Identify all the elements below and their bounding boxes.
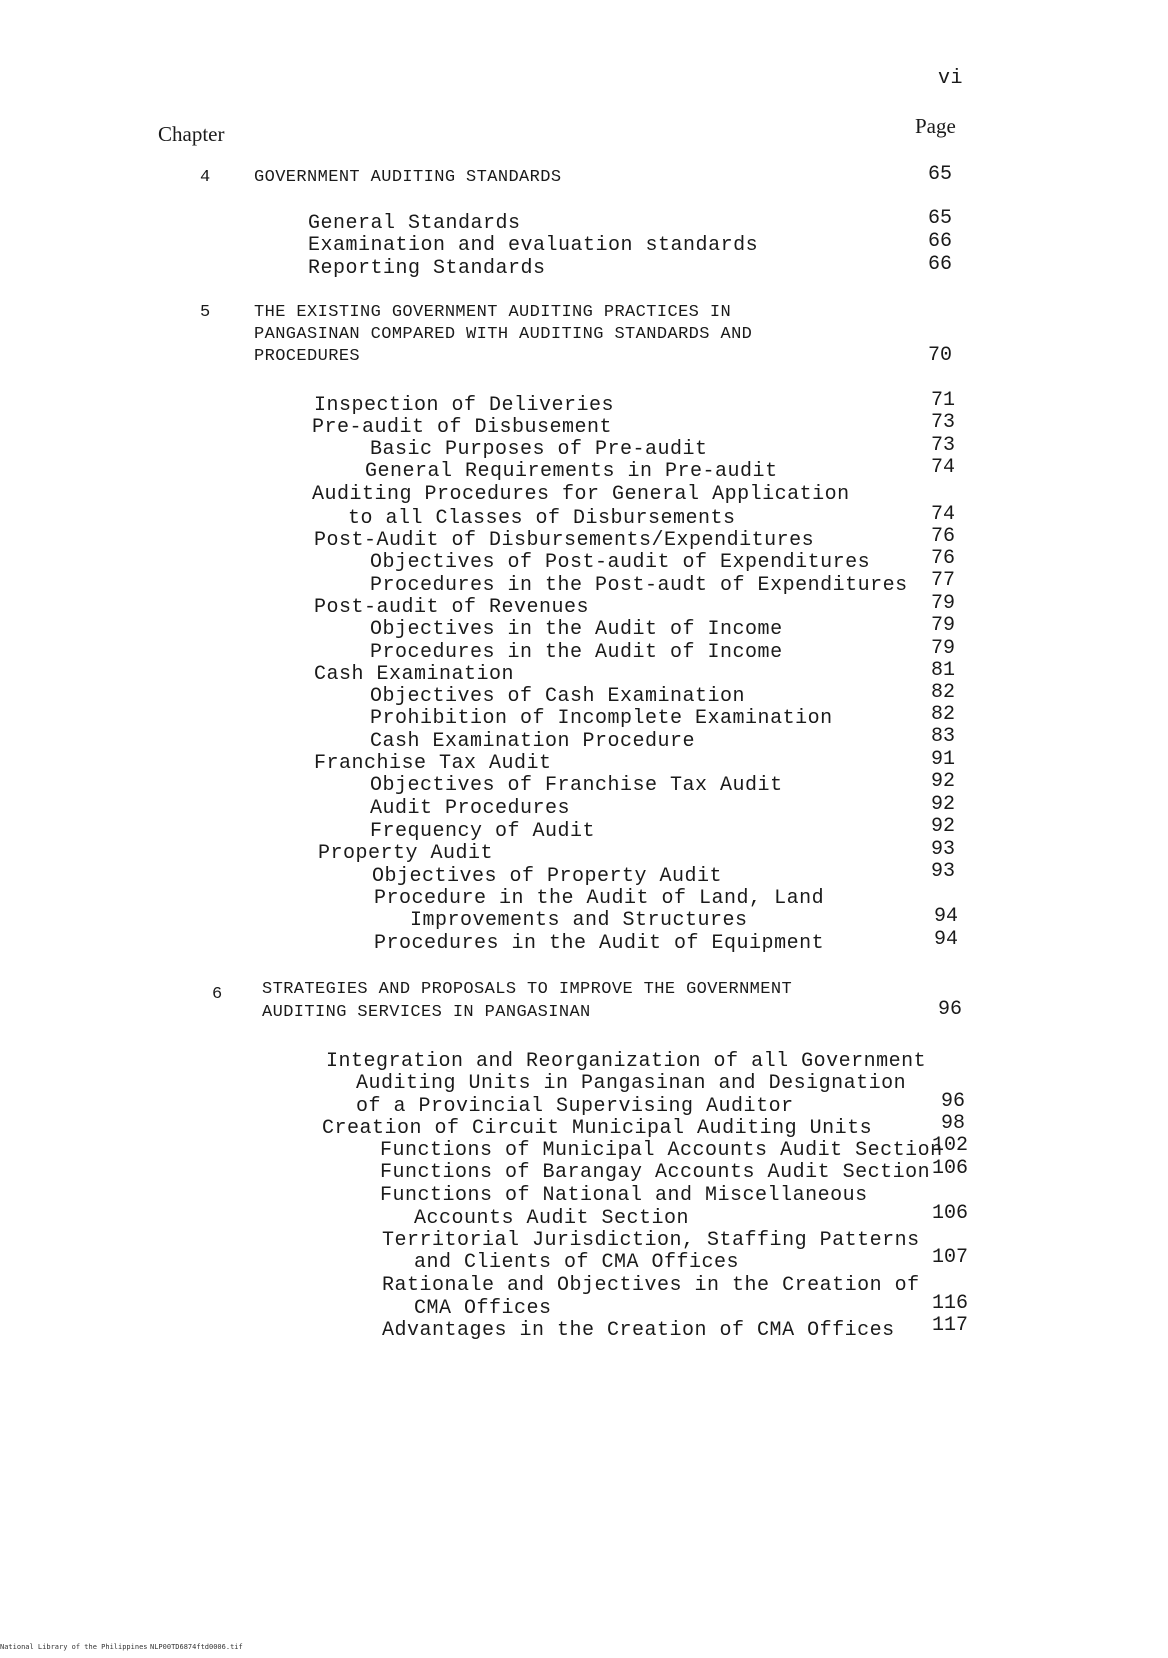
toc-entry-page: 83 xyxy=(930,725,955,748)
toc-entry-page: 91 xyxy=(930,748,955,771)
page-column-header: Page xyxy=(915,114,956,138)
toc-entry-page: 74 xyxy=(930,456,955,479)
toc-subentry: Cash Examination Procedure xyxy=(370,730,696,753)
toc-subentry: Audit Procedures xyxy=(370,797,571,820)
chapter-title-line: PROCEDURES xyxy=(254,347,361,366)
toc-entry: Cash Examination xyxy=(314,663,515,686)
toc-subentry: Functions of Barangay Accounts Audit Section xyxy=(380,1161,931,1184)
toc-subentry-continuation: CMA Offices xyxy=(414,1297,552,1320)
toc-entry-page: 77 xyxy=(930,569,955,592)
toc-subentry: Objectives of Property Audit xyxy=(372,865,723,888)
toc-entry-page: 82 xyxy=(930,681,955,704)
toc-entry: General Standards xyxy=(308,212,521,235)
toc-subentry: Territorial Jurisdiction, Staffing Patterns xyxy=(382,1229,920,1252)
toc-subentry-continuation: and Clients of CMA Offices xyxy=(414,1251,740,1274)
toc-entry-continuation: to all Classes of Disbursements xyxy=(348,507,736,530)
chapter-title: GOVERNMENT AUDITING STANDARDS xyxy=(254,168,562,187)
chapter-title-line: PANGASINAN COMPARED WITH AUDITING STANDARDS AND xyxy=(254,325,753,344)
toc-subentry: Objectives of Franchise Tax Audit xyxy=(370,774,783,797)
toc-entry: Reporting Standards xyxy=(308,257,546,280)
toc-entry-page: 76 xyxy=(930,525,955,548)
toc-subentry-continuation: Improvements and Structures xyxy=(410,909,748,932)
toc-entry: Integration and Reorganization of all Government xyxy=(326,1050,927,1073)
toc-entry-page: 96 xyxy=(940,1090,965,1113)
toc-entry: Creation of Circuit Municipal Auditing Units xyxy=(322,1117,873,1140)
footer-filename: NLP00TD6874ftd0006.tif xyxy=(150,1643,243,1651)
toc-subentry: General Requirements in Pre-audit xyxy=(365,460,778,483)
toc-subentry: Procedure in the Audit of Land, Land xyxy=(374,887,825,910)
toc-entry-page: 98 xyxy=(940,1112,965,1135)
toc-entry-page: 74 xyxy=(930,503,955,526)
toc-entry-page: 76 xyxy=(930,547,955,570)
toc-subentry: Objectives of Cash Examination xyxy=(370,685,746,708)
toc-entry-page: 93 xyxy=(930,838,955,861)
toc-entry-page: 66 xyxy=(927,230,952,253)
toc-entry-page: 93 xyxy=(930,860,955,883)
toc-subentry: Procedures in the Audit of Income xyxy=(370,641,783,664)
toc-subentry: Advantages in the Creation of CMA Offices xyxy=(382,1319,895,1342)
toc-entry: Auditing Procedures for General Application xyxy=(312,483,850,506)
toc-entry-page: 79 xyxy=(930,614,955,637)
toc-subentry: Functions of National and Miscellaneous xyxy=(380,1184,868,1207)
footer-library: National Library of the Philippines xyxy=(0,1643,148,1651)
chapter-title-line: AUDITING SERVICES IN PANGASINAN xyxy=(262,1003,591,1022)
toc-subentry: Basic Purposes of Pre-audit xyxy=(370,438,708,461)
toc-entry-page: 65 xyxy=(927,207,952,230)
toc-entry-continuation: Auditing Units in Pangasinan and Designation xyxy=(356,1072,907,1095)
toc-entry: Post-audit of Revenues xyxy=(314,596,590,619)
chapter-column-header: Chapter xyxy=(158,122,225,146)
toc-subentry: Objectives of Post-audit of Expenditures xyxy=(370,551,871,574)
toc-entry-page: 92 xyxy=(930,770,955,793)
chapter-page: 96 xyxy=(937,998,962,1021)
toc-subentry: Frequency of Audit xyxy=(370,820,596,843)
toc-entry-page: 79 xyxy=(930,592,955,615)
toc-entry-page: 94 xyxy=(933,905,958,928)
toc-entry-page: 81 xyxy=(930,659,955,682)
toc-entry-page: 73 xyxy=(930,434,955,457)
toc-entry-continuation: of a Provincial Supervising Auditor xyxy=(356,1095,794,1118)
toc-entry: Examination and evaluation standards xyxy=(308,234,759,257)
toc-entry-page: 116 xyxy=(931,1292,968,1315)
chapter-page: 65 xyxy=(927,163,952,186)
chapter-number: 5 xyxy=(200,303,211,322)
toc-subentry: Procedures in the Post-audt of Expenditures xyxy=(370,574,908,597)
chapter-page: 70 xyxy=(927,344,952,367)
toc-entry-page: 92 xyxy=(930,815,955,838)
toc-subentry: Objectives in the Audit of Income xyxy=(370,618,783,641)
toc-entry-page: 102 xyxy=(931,1134,968,1157)
toc-entry-page: 107 xyxy=(931,1246,968,1269)
toc-entry-page: 71 xyxy=(930,389,955,412)
toc-subentry: Rationale and Objectives in the Creation of xyxy=(382,1274,920,1297)
toc-subentry: Functions of Municipal Accounts Audit Section xyxy=(380,1139,943,1162)
toc-subentry-continuation: Accounts Audit Section xyxy=(414,1207,690,1230)
toc-entry-page: 106 xyxy=(931,1202,968,1225)
toc-entry-page: 66 xyxy=(927,253,952,276)
toc-entry-page: 73 xyxy=(930,411,955,434)
toc-entry-page: 117 xyxy=(931,1314,968,1337)
toc-entry-page: 92 xyxy=(930,793,955,816)
toc-entry: Franchise Tax Audit xyxy=(314,752,552,775)
page-number-roman: vi xyxy=(938,67,964,90)
toc-entry: Post-Audit of Disbursements/Expenditures xyxy=(314,529,815,552)
toc-subentry: Procedures in the Audit of Equipment xyxy=(374,932,825,955)
toc-entry: Pre-audit of Disbusement xyxy=(312,416,613,439)
chapter-title-line: THE EXISTING GOVERNMENT AUDITING PRACTICES IN xyxy=(254,303,732,322)
toc-entry-page: 79 xyxy=(930,637,955,660)
toc-entry: Inspection of Deliveries xyxy=(314,394,615,417)
toc-entry-page: 106 xyxy=(931,1157,968,1180)
chapter-title-line: STRATEGIES AND PROPOSALS TO IMPROVE THE GOVERNMENT xyxy=(262,980,793,999)
chapter-number: 6 xyxy=(212,985,223,1004)
chapter-number: 4 xyxy=(200,168,211,187)
toc-entry-page: 82 xyxy=(930,703,955,726)
toc-entry: Property Audit xyxy=(318,842,494,865)
toc-entry-page: 94 xyxy=(933,928,958,951)
toc-subentry: Prohibition of Incomplete Examination xyxy=(370,707,833,730)
